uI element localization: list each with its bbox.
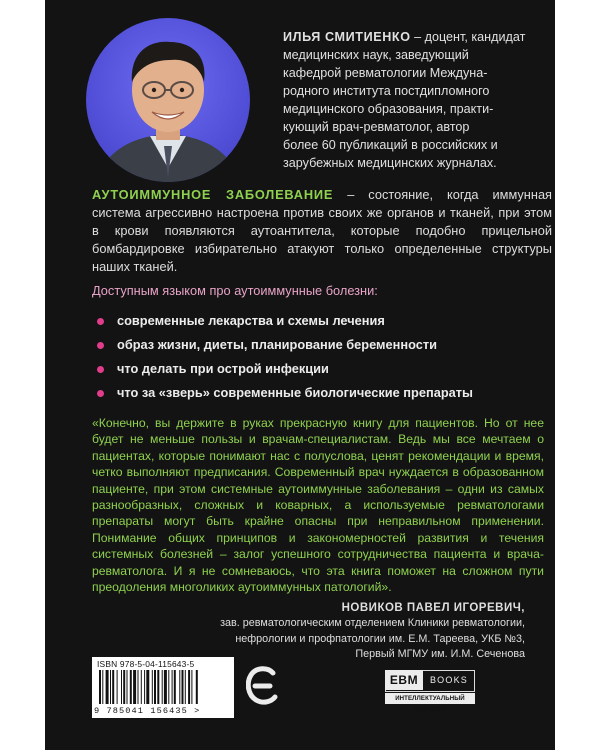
author-bio-line: медицинских наук, заведующий <box>283 48 469 62</box>
definition-paragraph <box>92 186 552 276</box>
ebm-books-logo <box>385 670 475 713</box>
bullet-dot-icon <box>97 390 104 397</box>
reviewer-position: Первый МГМУ им. И.М. Сеченова <box>355 648 525 660</box>
author-bio-line: родного института постдипломного <box>283 84 490 98</box>
ebm-books-label: BOOKS <box>429 675 468 685</box>
author-portrait <box>86 18 250 182</box>
author-bio-line: зарубежных медицинских журналах. <box>283 156 497 170</box>
list-item <box>97 384 473 408</box>
author-bio-line: кующий врач-ревматолог, автор <box>283 120 470 134</box>
list-intro: Доступным языком про аутоиммунные болезни: <box>92 283 378 298</box>
topic-text: что делать при острой инфекции <box>117 361 329 376</box>
author-bio-line: кафедрой ревматологии Междуна- <box>283 66 488 80</box>
reviewer-name: НОВИКОВ ПАВЕЛ ИГОРЕВИЧ, <box>341 602 525 614</box>
review-quote: «Конечно, вы держите в руках прекрасную книгу для пациентов. Но от нее будет не меньше пользы и врачам-специалистам. Ведь мы все мечтаем о пациентах, которые понимают нас с полуслова, ценят рекомендации и время, четко выполняют предписания. Современный врач нуждается в образованном пациенте, при этом системные аутоиммунные заболевания – одни из самых разнообразных, сложных и коварных, а используемые ревматологами препараты могут быть крайне опасны при неправильном применении. Понимание общих принципов и закономерностей развития и течения системных болезней – залог успешного сотрудничества пациента и врача-ревматолога. И я не сомневаюсь, что эта книга поможет на сложном пути преодоления многоликих аутоиммунных патологий». <box>92 416 544 595</box>
topic-text: образ жизни, диеты, планирование беременности <box>117 337 437 352</box>
author-bio-line: – доцент, кандидат <box>414 30 526 44</box>
bullet-dot-icon <box>97 318 104 325</box>
author-photo-illustration <box>86 18 250 182</box>
author-bio-line: более 60 публикаций в российских и <box>283 138 498 152</box>
review-signature <box>195 600 525 663</box>
eksmo-logo-icon <box>246 665 280 705</box>
back-cover <box>45 0 555 750</box>
author-bio-line: медицинского образования, практи- <box>283 102 494 116</box>
definition-text: – состояние, когда иммунная система агрессивно настроена против своих же органов и тканей, при этом в крови появляются аутоантитела, которые подобно прицельной бомбардировке избирательно атакуют только определенные структуры наших тканей. <box>92 187 552 274</box>
topic-text: что за «зверь» современные биологические препараты <box>117 385 473 400</box>
reviewer-position: нефрологии и профпатологии им. Е.М. Тареева, УКБ №3, <box>235 632 525 645</box>
topic-text: современные лекарства и схемы лечения <box>117 313 385 328</box>
bullet-dot-icon <box>97 342 104 349</box>
isbn-barcode <box>92 657 234 718</box>
ebm-subtitle: ИНТЕЛЛЕКТУАЛЬНЫЙ НАУЧПОП <box>385 693 475 704</box>
list-item <box>97 360 473 384</box>
topics-list <box>97 312 473 408</box>
list-item <box>97 312 473 336</box>
barcode-bars-icon <box>97 670 229 706</box>
bullet-dot-icon <box>97 366 104 373</box>
list-item <box>97 336 473 360</box>
isbn-number: ISBN 978-5-04-115643-5 <box>97 659 195 669</box>
definition-term: АУТОИММУННОЕ ЗАБОЛЕВАНИЕ <box>92 187 334 202</box>
author-name: ИЛЬЯ СМИТИЕНКО <box>283 30 411 44</box>
reviewer-position: зав. ревматологическим отделением Клиники ревматологии, <box>220 617 525 629</box>
ebm-mark: EBM <box>385 670 423 690</box>
author-bio <box>283 28 545 172</box>
barcode-digits: 9 785041 156435 > <box>94 706 201 716</box>
